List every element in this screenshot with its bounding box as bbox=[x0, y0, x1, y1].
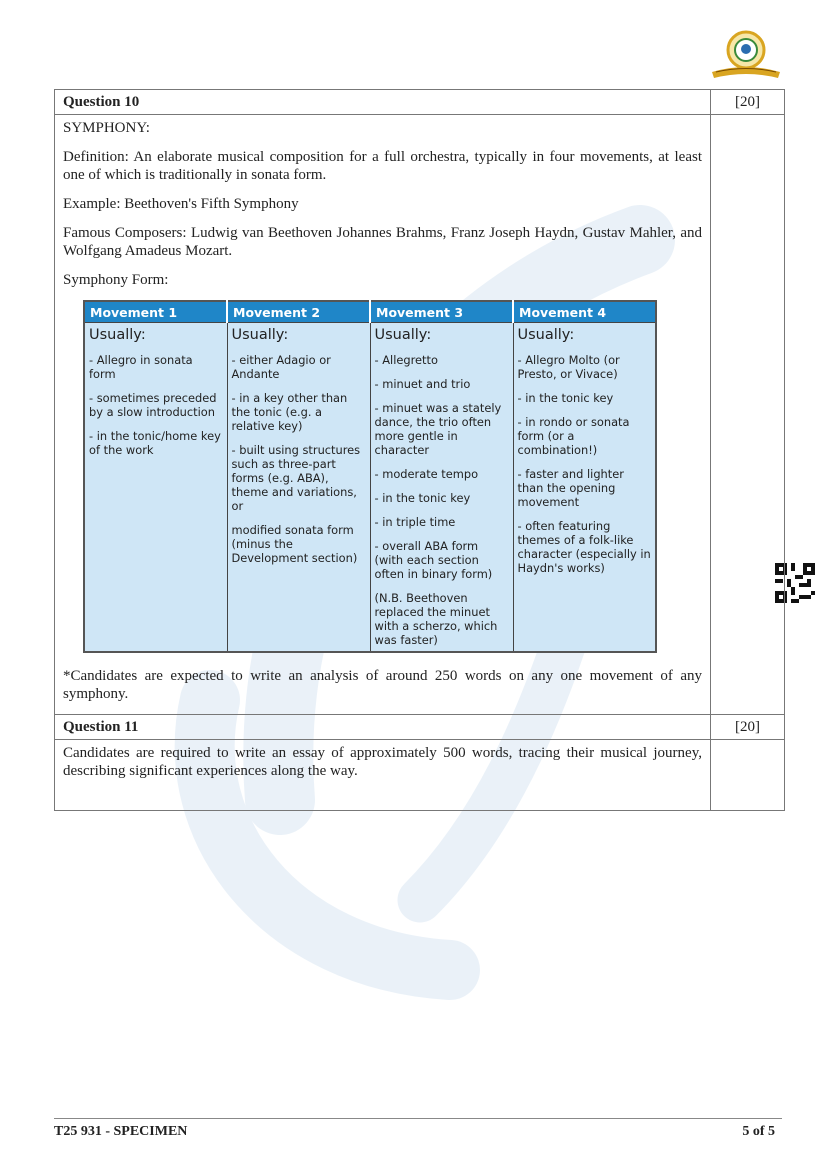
movement-point: - faster and lighter than the opening movement bbox=[517, 467, 624, 509]
question-10-note: *Candidates are expected to write an analysis of around 250 words on any one movement of any symphony. bbox=[63, 668, 702, 702]
question-11-text: Candidates are required to write an essay of approximately 500 words, tracing their musical journey, describing significant experiences along the way. bbox=[63, 745, 702, 779]
movement-3-cell bbox=[370, 323, 513, 653]
movement-1-cell bbox=[84, 323, 227, 653]
usually-label: Usually: bbox=[517, 327, 575, 343]
movement-point: - in rondo or sonata form (or a combination!) bbox=[517, 415, 630, 457]
question-11-body bbox=[55, 740, 711, 811]
question-10-title: Question 10 bbox=[55, 90, 711, 115]
symphony-example: Example: Beethoven's Fifth Symphony bbox=[63, 196, 299, 212]
movement-point: - Allegro Molto (or Presto, or Vivace) bbox=[517, 353, 620, 381]
movement-point: - often featuring themes of a folk-like character (especially in Haydn's works) bbox=[517, 519, 651, 575]
movement-2-cell bbox=[227, 323, 370, 653]
symphony-form-table bbox=[83, 300, 657, 653]
institution-logo bbox=[706, 28, 786, 80]
usually-label: Usually: bbox=[89, 327, 146, 343]
movement-4-header: Movement 4 bbox=[513, 301, 656, 323]
movement-point: - Allegro in sonata form bbox=[89, 353, 193, 381]
footer-divider bbox=[54, 1118, 782, 1119]
footer-code: T25 931 - SPECIMEN bbox=[54, 1124, 188, 1139]
movement-2-header: Movement 2 bbox=[227, 301, 370, 323]
movement-point: - sometimes preceded by a slow introduction bbox=[89, 391, 217, 419]
movement-point: - in the tonic key bbox=[517, 391, 614, 405]
usually-label: Usually: bbox=[231, 327, 289, 343]
movement-point: modified sonata form (minus the Development section) bbox=[231, 523, 358, 565]
usually-label: Usually: bbox=[374, 327, 432, 343]
movement-point: - in a key other than the tonic (e.g. a relative key) bbox=[231, 391, 348, 433]
question-11-marks-empty bbox=[711, 740, 785, 811]
page-number: 5 of 5 bbox=[742, 1124, 775, 1139]
question-10-marks-empty bbox=[711, 115, 785, 715]
movement-point: - in the tonic key bbox=[374, 491, 471, 505]
movement-point: - minuet was a stately dance, the trio often more gentle in character bbox=[374, 401, 502, 457]
movement-point: - overall ABA form (with each section often in binary form) bbox=[374, 539, 493, 581]
movement-point: (N.B. Beethoven replaced the minuet with a scherzo, which was faster) bbox=[374, 591, 498, 647]
question-11-title: Question 11 bbox=[55, 715, 711, 740]
symphony-composers: Famous Composers: Ludwig van Beethoven Johannes Brahms, Franz Joseph Haydn, Gustav Mahler, and Wolfgang Amadeus Mozart. bbox=[63, 225, 702, 259]
symphony-definition: Definition: An elaborate musical composition for a full orchestra, typically in four movements, at least one of which is traditionally in sonata form. bbox=[63, 149, 702, 183]
movement-3-header: Movement 3 bbox=[370, 301, 513, 323]
movement-point: - either Adagio or Andante bbox=[231, 353, 331, 381]
movement-point: - in the tonic/home key of the work bbox=[89, 429, 221, 457]
movement-point: - moderate tempo bbox=[374, 467, 479, 481]
question-10-body bbox=[55, 115, 711, 715]
question-11-marks: [20] bbox=[711, 715, 785, 740]
movement-point: - built using structures such as three-part forms (e.g. ABA), theme and variations, or bbox=[231, 443, 361, 513]
movement-4-cell bbox=[513, 323, 656, 653]
symphony-heading: SYMPHONY: bbox=[63, 120, 150, 136]
question-10-marks: [20] bbox=[711, 90, 785, 115]
movement-point: - in triple time bbox=[374, 515, 456, 529]
movement-point: - minuet and trio bbox=[374, 377, 471, 391]
questions-table bbox=[54, 89, 785, 811]
symphony-form-label: Symphony Form: bbox=[63, 272, 169, 288]
movement-1-header: Movement 1 bbox=[84, 301, 227, 323]
movement-point: - Allegretto bbox=[374, 353, 438, 367]
